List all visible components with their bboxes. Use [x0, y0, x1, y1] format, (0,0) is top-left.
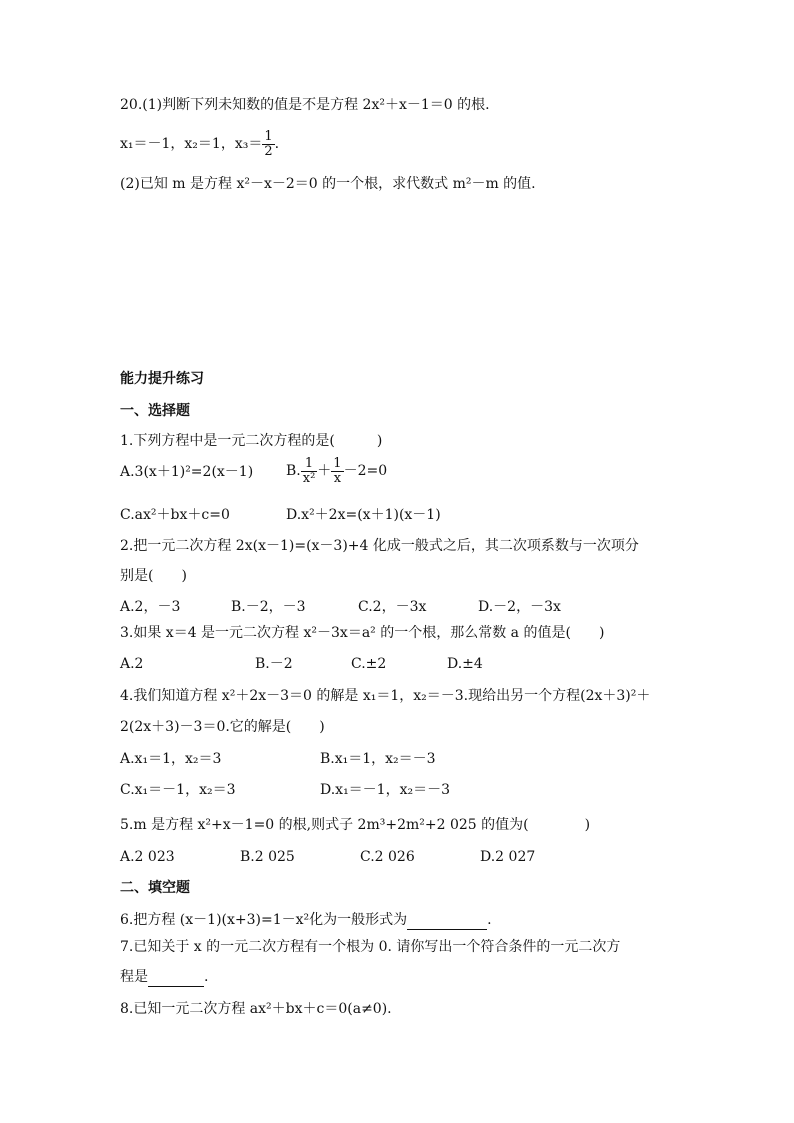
q5-stem: 5.m 是方程 x²+x－1=0 的根,则式子 2m³+2m²+2 025 的值为( ): [120, 817, 591, 833]
q1-optb-f2-num: 1: [333, 455, 342, 471]
q1-optb-suffix: －2=0: [343, 463, 388, 479]
q6-stem: 6.把方程 (x－1)(x+3)=1－x²化为一般形式为: [120, 912, 408, 928]
q3-option-c: C.±2: [351, 656, 387, 672]
q2-option-c: C.2，－3x: [358, 599, 427, 615]
q7-stem-line2: 程是: [120, 969, 148, 985]
q20-frac-num: 1: [264, 128, 273, 144]
q7-line2: [120, 967, 208, 987]
q3-option-a: A.2: [120, 656, 144, 672]
q4-option-a: A.x₁＝1，x₂＝3: [120, 751, 222, 767]
q1-optb-plus: ＋: [317, 463, 332, 479]
q8-stem: 8.已知一元二次方程 ax²＋bx＋c＝0(a≠0).: [120, 1001, 392, 1017]
q2-option-b: B.－2，－3: [231, 599, 306, 615]
q2-stem-line1: 2.把一元二次方程 2x(x－1)=(x－3)+4 化成一般式之后，其二次项系数与一次项分: [120, 538, 639, 554]
q1-stem: 1.下列方程中是一元二次方程的是( ): [120, 433, 383, 449]
section-title: 能力提升练习: [120, 371, 204, 387]
q1-optb-f1-num: 1: [301, 457, 318, 472]
q4-option-d: D.x₁＝－1，x₂＝－3: [320, 782, 451, 798]
q5-option-d: D.2 027: [480, 849, 536, 865]
q3-option-b: B.－2: [255, 656, 293, 672]
q5-option-b: B.2 025: [240, 849, 295, 865]
q2-option-d: D.－2，－3x: [478, 599, 561, 615]
q3-stem: 3.如果 x＝4 是一元二次方程 x²－3x＝a² 的一个根，那么常数 a 的值是( ): [120, 625, 605, 641]
q6-line: [120, 910, 492, 930]
q3-option-d: D.±4: [447, 656, 483, 672]
q7-answer-blank[interactable]: [148, 970, 204, 987]
q20-values: [120, 128, 279, 160]
q7-stem-line1: 7.已知关于 x 的一元二次方程有一个根为 0. 请你写出一个符合条件的一元二次方: [120, 939, 621, 955]
q6-answer-blank[interactable]: [407, 913, 487, 930]
q4-stem-line2: 2(2x＋3)－3＝0.它的解是( ): [120, 719, 325, 735]
q2-stem-line2: 别是( ): [120, 568, 187, 584]
q6-end: .: [487, 912, 492, 928]
q20-part1: 20.(1)判断下列未知数的值是不是方程 2x²＋x－1＝0 的根.: [120, 97, 490, 113]
q20-fraction: [262, 130, 274, 159]
q5-option-a: A.2 023: [120, 849, 175, 865]
q1-option-c: C.ax²＋bx＋c=0: [120, 507, 230, 523]
choice-section-title: 一、选择题: [120, 403, 190, 419]
q20-values-prefix: x₁＝－1，x₂＝1，x₃＝: [120, 136, 263, 152]
q5-option-c: C.2 026: [360, 849, 415, 865]
q1-option-d: D.x²＋2x=(x＋1)(x－1): [286, 507, 441, 523]
q7-end: .: [204, 969, 209, 985]
q4-stem-line1: 4.我们知道方程 x²＋2x－3＝0 的解是 x₁＝1，x₂＝－3.现给出另一个方程(2x＋3)²＋: [120, 688, 651, 704]
q4-option-c: C.x₁＝－1，x₂＝3: [120, 782, 236, 798]
q1-optb-f2-den: x: [333, 470, 342, 486]
q2-option-a: A.2，－3: [120, 599, 181, 615]
fill-section-title: 二、填空题: [120, 880, 190, 896]
q20-frac-den: 2: [264, 143, 273, 159]
q4-option-b: B.x₁＝1，x₂＝－3: [320, 751, 436, 767]
q1-optb-fraction-1: [301, 457, 318, 486]
q20-values-suffix: .: [274, 136, 280, 152]
q1-option-b: [286, 452, 387, 490]
q1-optb-prefix: B.: [286, 463, 301, 479]
q20-part2: (2)已知 m 是方程 x²－x－2＝0 的一个根，求代数式 m²－m 的值.: [120, 176, 536, 192]
q1-optb-f1-den: x²: [302, 470, 316, 486]
q1-optb-fraction-2: [331, 457, 343, 486]
